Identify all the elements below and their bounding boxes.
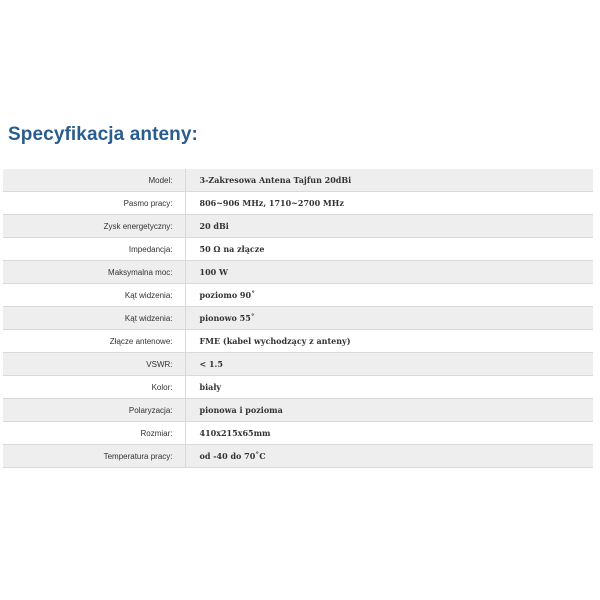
spec-row-max-power xyxy=(3,261,593,284)
spec-row-color xyxy=(3,376,593,399)
spec-row-vertical-angle xyxy=(3,307,593,330)
spec-value: 3-Zakresowa Antena Tajfun 20dBi xyxy=(185,169,593,192)
spec-value: od -40 do 70˚C xyxy=(185,445,593,468)
spec-row-frequency xyxy=(3,192,593,215)
spec-label: Temperatura pracy: xyxy=(3,445,185,468)
spec-row-size xyxy=(3,422,593,445)
spec-label: Kolor: xyxy=(3,376,185,399)
spec-row-vswr xyxy=(3,353,593,376)
spec-value: 100 W xyxy=(185,261,593,284)
spec-label: VSWR: xyxy=(3,353,185,376)
spec-value: 20 dBi xyxy=(185,215,593,238)
spec-value: 806~906 MHz, 1710~2700 MHz xyxy=(185,192,593,215)
spec-row-gain xyxy=(3,215,593,238)
spec-value: < 1.5 xyxy=(185,353,593,376)
spec-label: Kąt widzenia: xyxy=(3,307,185,330)
page-title: Specyfikacja anteny: xyxy=(8,124,198,145)
spec-row-impedance xyxy=(3,238,593,261)
spec-value: 410x215x65mm xyxy=(185,422,593,445)
spec-value: pionowo 55˚ xyxy=(185,307,593,330)
spec-value: FME (kabel wychodzący z anteny) xyxy=(185,330,593,353)
spec-label: Złącze antenowe: xyxy=(3,330,185,353)
spec-label: Impedancja: xyxy=(3,238,185,261)
spec-label: Maksymalna moc: xyxy=(3,261,185,284)
spec-row-connector xyxy=(3,330,593,353)
spec-value: biały xyxy=(185,376,593,399)
spec-value: poziomo 90˚ xyxy=(185,284,593,307)
spec-row-polarization xyxy=(3,399,593,422)
spec-row-temperature xyxy=(3,445,593,468)
spec-label: Polaryzacja: xyxy=(3,399,185,422)
spec-value: 50 Ω na złącze xyxy=(185,238,593,261)
spec-value: pionowa i pozioma xyxy=(185,399,593,422)
spec-label: Pasmo pracy: xyxy=(3,192,185,215)
spec-label: Rozmiar: xyxy=(3,422,185,445)
spec-row-model xyxy=(3,169,593,192)
spec-label: Model: xyxy=(3,169,185,192)
spec-label: Zysk energetyczny: xyxy=(3,215,185,238)
spec-table xyxy=(3,166,593,468)
spec-row-horizontal-angle xyxy=(3,284,593,307)
spec-label: Kąt widzenia: xyxy=(3,284,185,307)
